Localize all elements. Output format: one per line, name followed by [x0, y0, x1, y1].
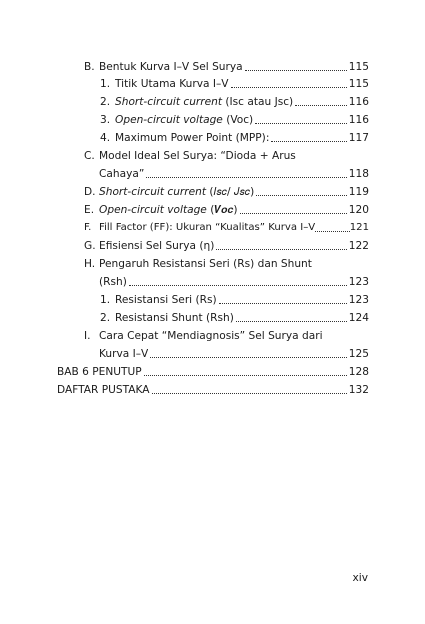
toc-title-rest: (Isc atau Jsc) [222, 96, 294, 108]
toc-page: 116 [348, 114, 369, 126]
toc-title: Efisiensi Sel Surya (η) [99, 240, 215, 252]
toc-entry-b2[interactable] [100, 95, 369, 109]
toc-page: 119 [348, 186, 369, 198]
toc-prefix: H. [84, 258, 96, 270]
leader-dots [255, 122, 347, 124]
toc-entry-daftar-pustaka[interactable] [57, 383, 369, 397]
leader-dots [231, 86, 347, 88]
toc-prefix: F. [84, 222, 92, 233]
toc-title-continued: (Rsh) [99, 276, 127, 288]
toc-entry-b3[interactable] [100, 113, 369, 127]
toc-title-continued: Cahaya” [99, 168, 145, 180]
toc-title: Resistansi Shunt (Rsh) [115, 312, 234, 324]
toc-title [115, 95, 293, 109]
leader-dots [245, 69, 347, 71]
toc-entry-c[interactable] [99, 167, 369, 181]
toc-entry-h2[interactable] [100, 311, 369, 325]
toc-title-italic: Short-circuit current [115, 96, 223, 108]
toc-title: Cara Cepat “Mendiagnosis” Sel Surya dari [99, 330, 323, 342]
toc-title: DAFTAR PUSTAKA [57, 384, 150, 396]
toc-page: 122 [348, 240, 369, 252]
leader-dots [146, 176, 346, 178]
toc-page: 132 [348, 384, 369, 396]
toc-prefix: 2. [100, 96, 111, 108]
toc-title-rest: (𝑽𝒐𝒄) [206, 204, 238, 216]
toc-title-italic: Short-circuit current [99, 186, 207, 198]
toc-prefix: C. [84, 150, 95, 162]
toc-entry-g[interactable] [84, 239, 369, 253]
toc-page: 115 [348, 78, 369, 90]
toc-prefix: D. [84, 186, 96, 198]
toc-prefix: 2. [100, 312, 111, 324]
toc-title: Pengaruh Resistansi Seri (Rs) dan Shunt [99, 258, 312, 270]
toc-title: Model Ideal Sel Surya: “Dioda + Arus [99, 150, 296, 162]
toc-page: 123 [348, 294, 369, 306]
toc-title: BAB 6 PENUTUP [57, 366, 142, 378]
toc-prefix: E. [84, 204, 95, 216]
leader-dots [271, 140, 346, 142]
toc-title-continued: Kurva I–V [99, 348, 149, 360]
toc-title-rest: (𝐼𝑠𝑐/ 𝐽𝑠𝑐) [206, 186, 255, 198]
leader-dots [240, 212, 347, 214]
toc-page: 128 [348, 366, 369, 378]
toc-page: 115 [348, 61, 369, 73]
toc-title: Resistansi Seri (Rs) [115, 294, 217, 306]
leader-dots [144, 374, 347, 376]
leader-dots [295, 104, 347, 106]
toc-page: 124 [348, 312, 369, 324]
toc-prefix: B. [84, 61, 95, 73]
toc-title: Bentuk Kurva I–V Sel Surya [99, 61, 243, 73]
leader-dots [315, 230, 350, 232]
leader-dots [236, 320, 347, 322]
leader-dots [150, 356, 346, 358]
toc-prefix: 3. [100, 114, 111, 126]
toc-page: 121 [349, 222, 369, 233]
toc-entry-e[interactable] [84, 203, 369, 217]
toc-title: Titik Utama Kurva I–V [115, 78, 229, 90]
toc-entry-c-line1[interactable] [84, 149, 296, 163]
toc-title [99, 203, 238, 217]
toc-page: 123 [348, 276, 369, 288]
toc-prefix: I. [84, 330, 91, 342]
toc-entry-b1[interactable] [100, 77, 369, 91]
toc-title-rest: (Voc) [222, 114, 254, 126]
toc-entry-h1[interactable] [100, 293, 369, 307]
toc-entry-i[interactable] [99, 347, 369, 361]
toc-title: Maximum Power Point (MPP): [115, 132, 270, 144]
toc-title: Fill Factor (FF): Ukuran “Kualitas” Kurva I–V [99, 222, 316, 233]
toc-entry-f[interactable] [84, 221, 369, 235]
toc-page: 125 [348, 348, 369, 360]
toc-title-italic: Open-circuit voltage [99, 204, 207, 216]
toc-prefix: 1. [100, 294, 111, 306]
toc-title [115, 113, 253, 127]
toc-prefix: 1. [100, 78, 111, 90]
toc-entry-h[interactable] [99, 275, 369, 289]
leader-dots [152, 392, 347, 394]
toc-prefix: G. [84, 240, 96, 252]
toc-entry-bab6[interactable] [57, 365, 369, 379]
toc-page: 118 [348, 168, 369, 180]
toc-entry-b4[interactable] [100, 131, 369, 145]
toc-title-italic: Open-circuit voltage [115, 114, 223, 126]
toc-page: 117 [348, 132, 369, 144]
toc-entry-i-line1[interactable] [84, 329, 323, 343]
leader-dots [129, 284, 347, 286]
page-number: xiv [352, 572, 368, 584]
toc-entry-h-line1[interactable] [84, 257, 312, 271]
toc-entry-b[interactable] [84, 60, 369, 74]
toc-page: 120 [348, 204, 369, 216]
leader-dots [219, 302, 347, 304]
leader-dots [256, 194, 346, 196]
toc-prefix: 4. [100, 132, 111, 144]
leader-dots [216, 248, 346, 250]
toc-page: 116 [348, 96, 369, 108]
toc-title [99, 185, 254, 199]
toc-entry-d[interactable] [84, 185, 369, 199]
